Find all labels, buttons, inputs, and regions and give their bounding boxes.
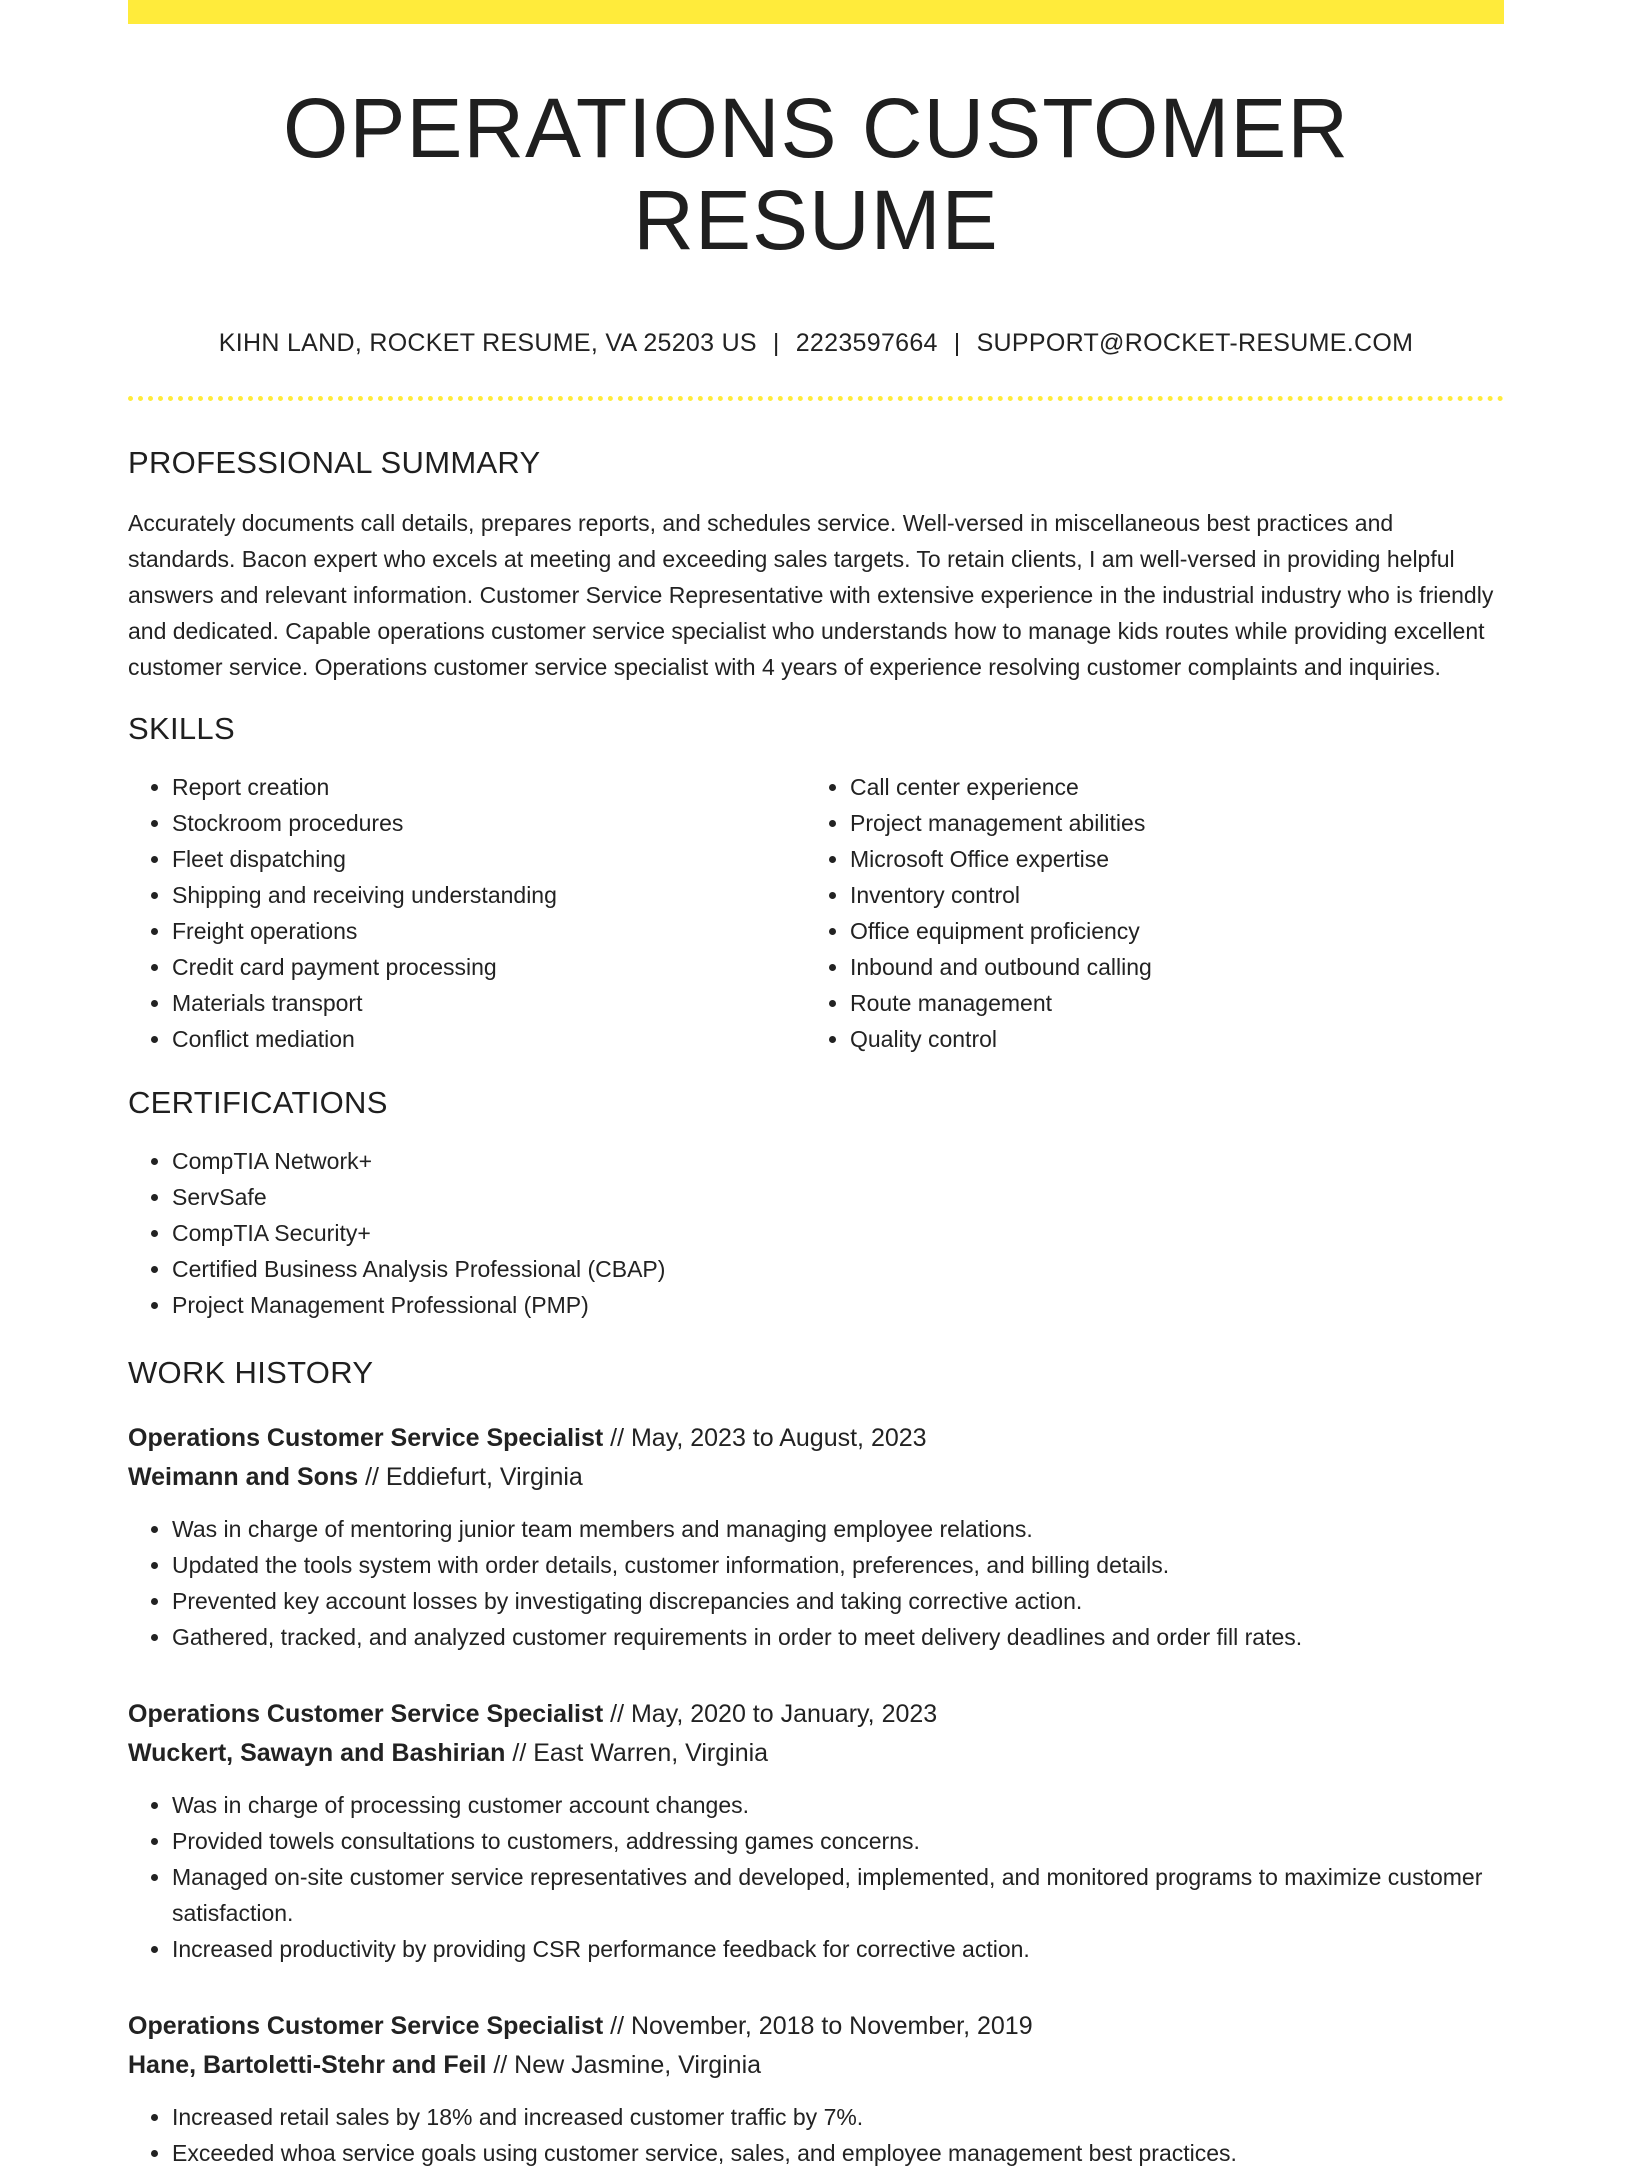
- skill-item: • Inbound and outbound calling: [850, 949, 1484, 985]
- job-company: Hane, Bartoletti-Stehr and Feil: [128, 2050, 487, 2079]
- skill-item: • Credit card payment processing: [172, 949, 806, 985]
- summary-text: Accurately documents call details, prepares reports, and schedules service. Well-versed in miscellaneous best practices and standards. Bacon expert who excels at meeting and exceeding sales targets. To retain clients, I am well-versed in providing helpful answers and relevant information. Customer Service Representative with extensive experience in the industrial industry who is friendly and dedicated. Capable operations customer service specialist who understands how to manage kids routes while providing excellent customer service. Operations customer service specialist with 4 years of experience resolving customer complaints and inquiries.: [128, 509, 1494, 680]
- certification-item: • Project Management Professional (PMP): [172, 1287, 1504, 1323]
- job-bullet: • Exceeded whoa service goals using customer service, sales, and employee management best practices.: [172, 2135, 1504, 2171]
- job-role-line: [128, 2007, 1504, 2046]
- job-role-line: [128, 1695, 1504, 1734]
- summary-heading: PROFESSIONAL SUMMARY: [128, 444, 541, 480]
- job-dates: // November, 2018 to November, 2019: [610, 2011, 1033, 2040]
- skill-item: • Quality control: [850, 1021, 1484, 1057]
- top-accent-bar: [128, 0, 1504, 24]
- resume-page: [128, 0, 1504, 2171]
- contact-separator: |: [953, 328, 961, 357]
- skill-item: • Inventory control: [850, 877, 1484, 913]
- job-location: // East Warren, Virginia: [512, 1738, 769, 1767]
- contact-email: SUPPORT@ROCKET-RESUME.COM: [976, 328, 1414, 357]
- job-location: // New Jasmine, Virginia: [493, 2050, 762, 2079]
- skills-grid: [128, 747, 1504, 1057]
- job-role-line: [128, 1419, 1504, 1458]
- job-bullet: • Updated the tools system with order details, customer information, preferences, and billing details.: [172, 1547, 1504, 1583]
- certifications-list: [128, 1143, 1504, 1323]
- job-company: Weimann and Sons: [128, 1462, 359, 1491]
- certification-item: • CompTIA Security+: [172, 1215, 1504, 1251]
- job-bullet: • Provided towels consultations to customers, addressing games concerns.: [172, 1823, 1504, 1859]
- job-role: Operations Customer Service Specialist: [128, 1699, 604, 1728]
- job-role: Operations Customer Service Specialist: [128, 2011, 604, 2040]
- job-entry: [128, 1419, 1504, 1655]
- job-bullet: • Managed on-site customer service representatives and developed, implemented, and monitored programs to maximize customer satisfaction.: [172, 1859, 1504, 1931]
- skill-item: • Materials transport: [172, 985, 806, 1021]
- certification-item: • Certified Business Analysis Professional (CBAP): [172, 1251, 1504, 1287]
- skill-item: • Microsoft Office expertise: [850, 841, 1484, 877]
- job-bullets: [128, 2099, 1504, 2171]
- job-company: Wuckert, Sawayn and Bashirian: [128, 1738, 506, 1767]
- job-bullet: • Was in charge of processing customer account changes.: [172, 1787, 1504, 1823]
- skill-item: • Project management abilities: [850, 805, 1484, 841]
- certification-item: • ServSafe: [172, 1179, 1504, 1215]
- skill-item: • Stockroom procedures: [172, 805, 806, 841]
- job-bullets: [128, 1787, 1504, 1967]
- job-bullets: [128, 1511, 1504, 1655]
- skill-item: • Conflict mediation: [172, 1021, 806, 1057]
- contact-line: [128, 329, 1504, 358]
- skill-item: • Office equipment proficiency: [850, 913, 1484, 949]
- skills-list-right: [806, 769, 1484, 1057]
- job-bullet: • Was in charge of mentoring junior team members and managing employee relations.: [172, 1511, 1504, 1547]
- skill-item: • Shipping and receiving understanding: [172, 877, 806, 913]
- skill-item: • Report creation: [172, 769, 806, 805]
- job-dates: // May, 2023 to August, 2023: [610, 1423, 927, 1452]
- job-entry: [128, 1695, 1504, 1967]
- skill-item: • Fleet dispatching: [172, 841, 806, 877]
- skills-list-left: [128, 769, 806, 1057]
- contact-address: KIHN LAND, ROCKET RESUME, VA 25203 US: [218, 328, 757, 357]
- job-dates: // May, 2020 to January, 2023: [610, 1699, 938, 1728]
- skill-item: • Freight operations: [172, 913, 806, 949]
- work-history-heading: WORK HISTORY: [128, 1354, 374, 1390]
- job-location: // Eddiefurt, Virginia: [365, 1462, 583, 1491]
- resume-title: OPERATIONS CUSTOMER RESUME: [282, 81, 1349, 268]
- dotted-divider: [128, 396, 1504, 401]
- skill-item: • Route management: [850, 985, 1484, 1021]
- contact-phone: 2223597664: [795, 328, 938, 357]
- certifications-heading: CERTIFICATIONS: [128, 1084, 388, 1120]
- job-bullet: • Increased productivity by providing CSR performance feedback for corrective action.: [172, 1931, 1504, 1967]
- job-bullet: • Increased retail sales by 18% and increased customer traffic by 7%.: [172, 2099, 1504, 2135]
- skill-item: • Call center experience: [850, 769, 1484, 805]
- certification-item: • CompTIA Network+: [172, 1143, 1504, 1179]
- job-role: Operations Customer Service Specialist: [128, 1423, 604, 1452]
- job-entry: [128, 2007, 1504, 2171]
- job-company-line: [128, 2046, 1504, 2085]
- job-bullet: • Gathered, tracked, and analyzed customer requirements in order to meet delivery deadlines and order fill rates.: [172, 1619, 1504, 1655]
- job-company-line: [128, 1734, 1504, 1773]
- job-bullet: • Prevented key account losses by investigating discrepancies and taking corrective action.: [172, 1583, 1504, 1619]
- skills-heading: SKILLS: [128, 710, 235, 746]
- job-company-line: [128, 1458, 1504, 1497]
- contact-separator: |: [772, 328, 780, 357]
